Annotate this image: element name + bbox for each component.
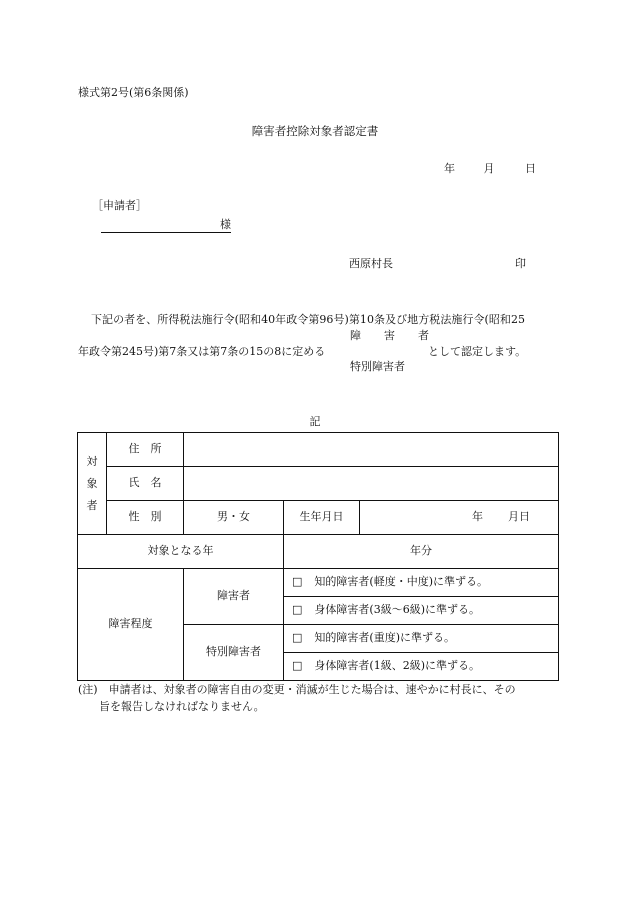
- address-field[interactable]: [184, 433, 559, 467]
- address-label: 住 所: [107, 433, 184, 467]
- date-day-label: 日: [525, 162, 536, 175]
- dob-month-label: 月: [508, 510, 520, 524]
- checkbox-icon[interactable]: □: [292, 603, 303, 617]
- document-title: 障害者控除対象者認定書: [251, 124, 379, 138]
- ki-heading: 記: [309, 415, 321, 428]
- certification-table: [77, 432, 559, 681]
- degree-option[interactable]: [284, 569, 559, 597]
- table-row: [78, 467, 559, 501]
- body-text-line1: 下記の者を、所得税法施行令(昭和40年政令第96号)第10条及び地方税法施行令(昭和25: [91, 313, 526, 326]
- disabled-category-label: 障害者: [184, 569, 284, 625]
- subject-label-char: 者: [86, 498, 98, 512]
- table-row: [78, 569, 559, 597]
- option-disabled: 障 害 者: [350, 329, 435, 342]
- special-category-label: 特別障害者: [184, 625, 284, 681]
- name-field[interactable]: [184, 467, 559, 501]
- subject-label-char: 象: [86, 476, 98, 490]
- name-label: 氏 名: [107, 467, 184, 501]
- issuer-name: 西原村長: [349, 257, 393, 270]
- seal-mark: 印: [515, 257, 526, 270]
- applicant-name-field[interactable]: [101, 218, 231, 233]
- applicant-honorific: 様: [220, 218, 231, 231]
- checkbox-icon[interactable]: □: [292, 631, 303, 645]
- issue-date: [444, 162, 536, 176]
- table-row: [78, 501, 559, 535]
- table-row: [78, 433, 559, 467]
- body-text-line2: 年政令第245号)第7条又は第7条の15の8に定める: [78, 345, 326, 358]
- sex-options[interactable]: 男・女: [184, 501, 284, 535]
- target-year-field[interactable]: 年分: [284, 535, 559, 569]
- degree-option-label: 身体障害者(1級、2級)に準ずる。: [314, 659, 480, 673]
- note-line2: 旨を報告しなければなりません。: [99, 700, 265, 713]
- date-month-label: 月: [483, 162, 495, 175]
- degree-option-label: 知的障害者(重度)に準ずる。: [314, 631, 455, 645]
- checkbox-icon[interactable]: □: [292, 575, 303, 589]
- degree-option[interactable]: [284, 625, 559, 653]
- target-year-label: 対象となる年: [78, 535, 284, 569]
- degree-option-label: 身体障害者(3級〜6級)に準ずる。: [314, 603, 480, 617]
- applicant-label: ［申請者］: [92, 199, 147, 212]
- dob-label: 生年月日: [284, 501, 360, 535]
- dob-year-label: 年: [472, 510, 484, 524]
- note-line1: (注) 申請者は、対象者の障害自由の変更・消滅が生じた場合は、速やかに村長に、その: [78, 683, 516, 696]
- date-year-label: 年: [444, 162, 455, 175]
- sex-label: 性 別: [107, 501, 184, 535]
- subject-label-char: 対: [86, 454, 98, 468]
- option-special-disabled: 特別障害者: [350, 360, 405, 373]
- form-number: 様式第2号(第6条関係): [78, 86, 189, 99]
- table-row: [78, 535, 559, 569]
- dob-day-label: 日: [519, 510, 531, 524]
- dob-field[interactable]: [360, 501, 559, 535]
- degree-label: 障害程度: [78, 569, 184, 681]
- body-text-line3: として認定します。: [428, 345, 527, 358]
- subject-label: [78, 433, 107, 535]
- checkbox-icon[interactable]: □: [292, 659, 303, 673]
- degree-option-label: 知的障害者(軽度・中度)に準ずる。: [314, 575, 488, 589]
- degree-option[interactable]: [284, 653, 559, 681]
- degree-option[interactable]: [284, 597, 559, 625]
